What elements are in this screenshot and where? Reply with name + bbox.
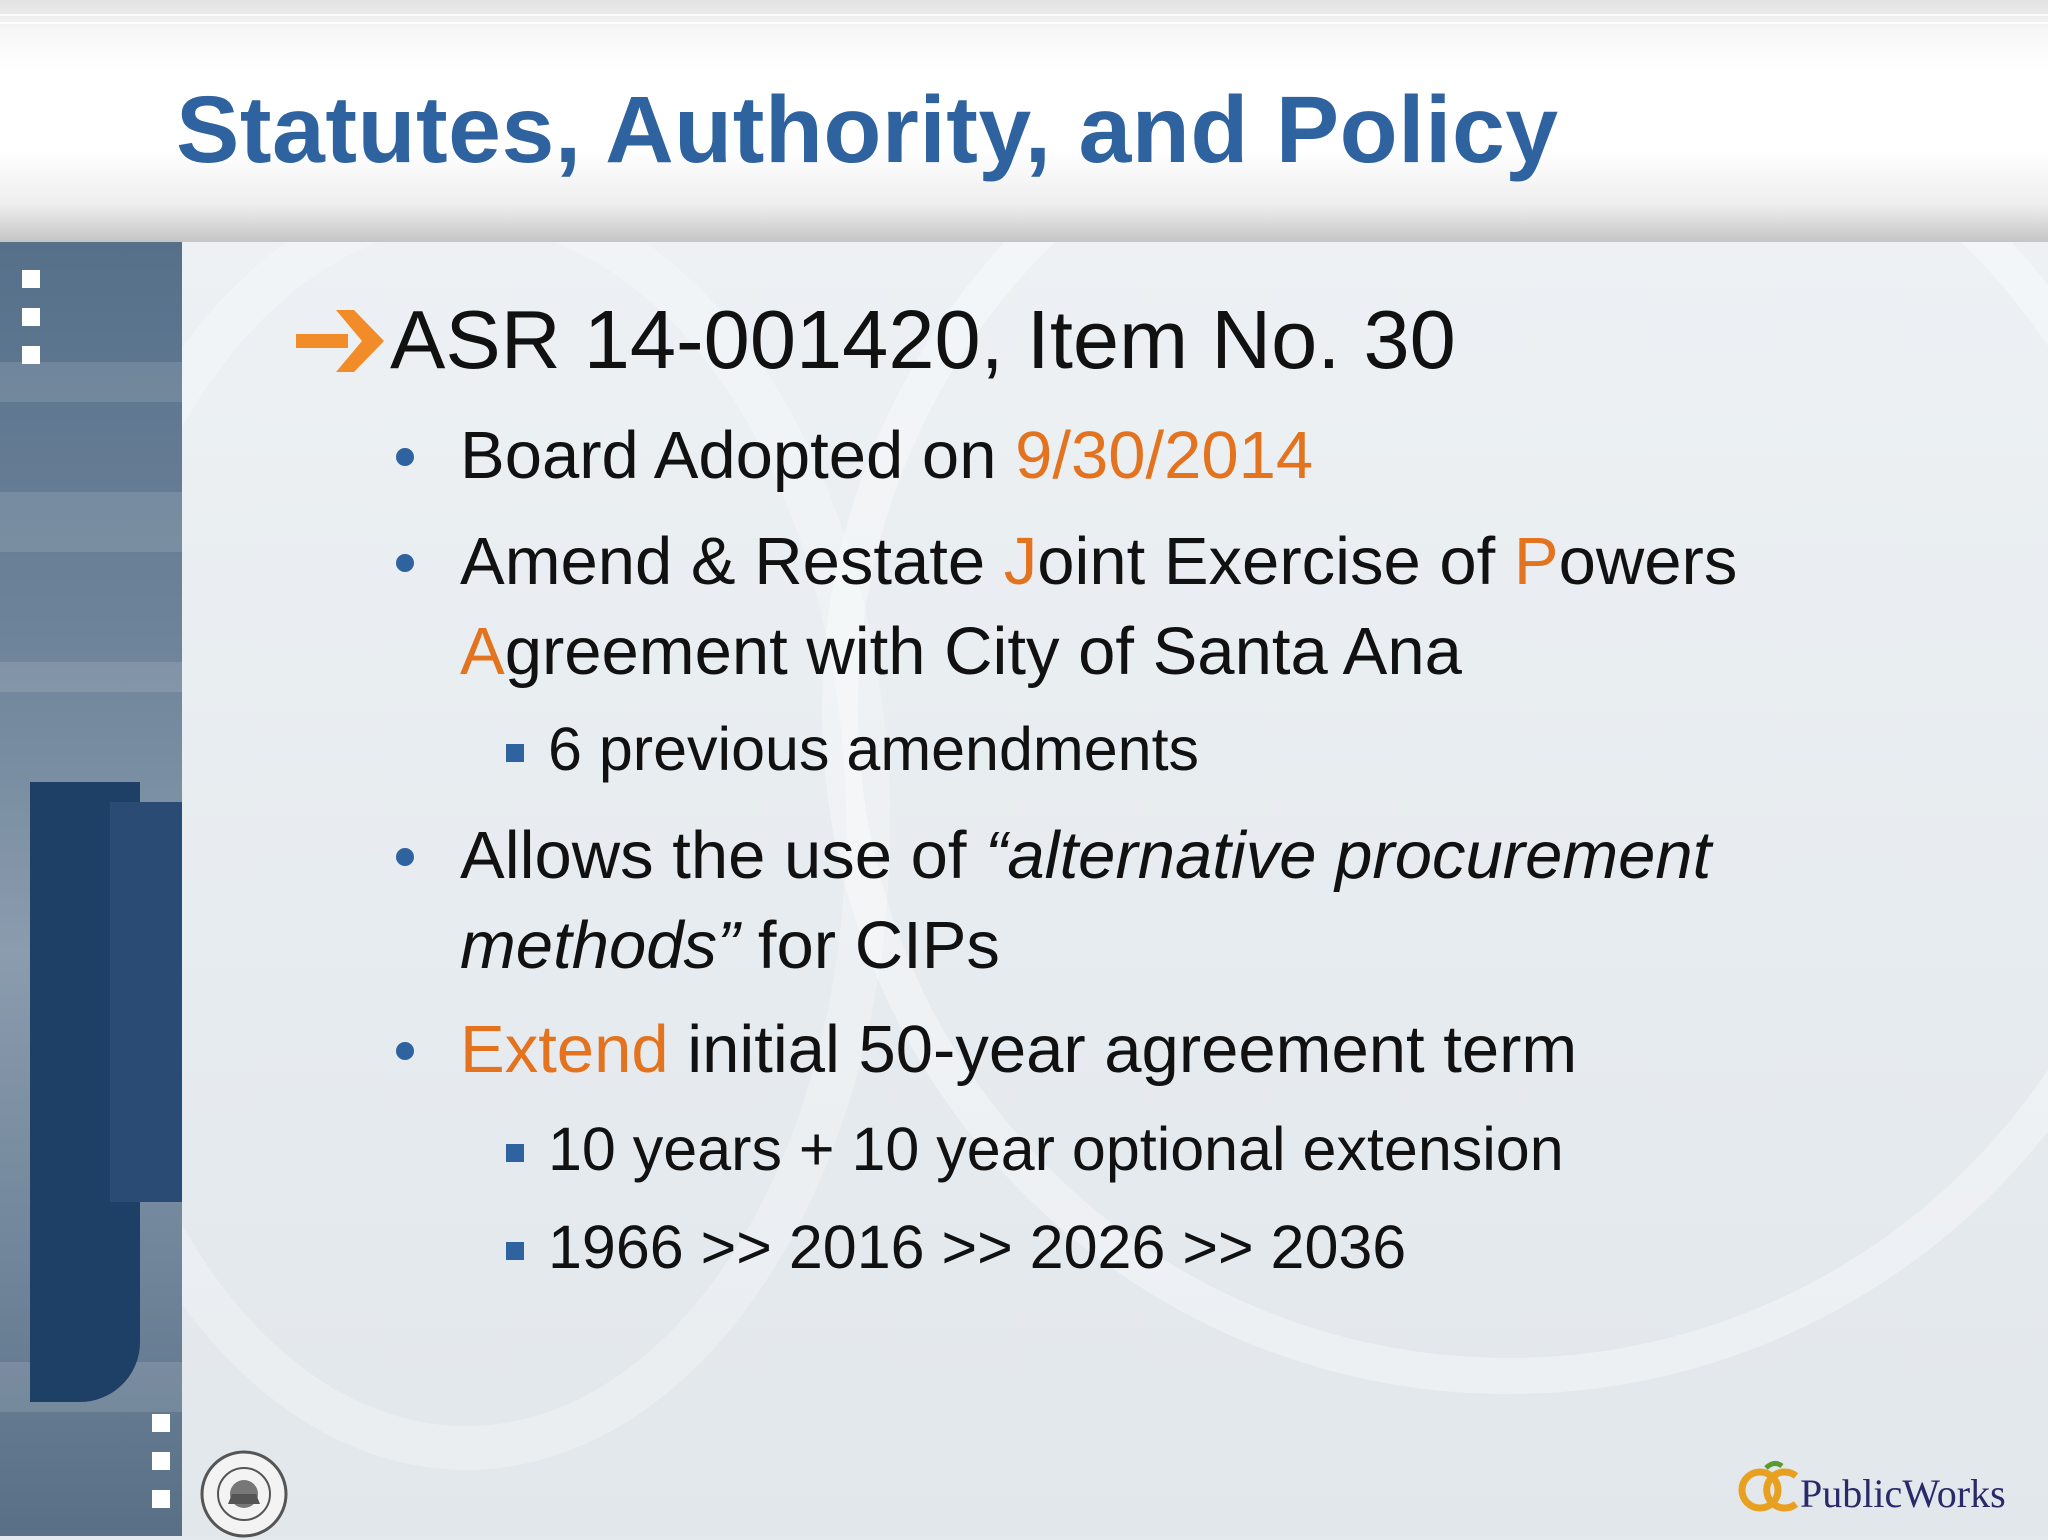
acronym-letter: J xyxy=(1003,524,1038,599)
bullet-dot xyxy=(396,1042,414,1060)
bullet-board-adopted xyxy=(460,412,1313,500)
bullet-extend-term xyxy=(460,1006,1577,1094)
sub-bullet-amendments: 6 previous amendments xyxy=(548,715,1200,783)
logo-text: PublicWorks xyxy=(1800,1471,2006,1516)
bullet-text: for CIPs xyxy=(739,908,1000,983)
bullet-amend-restate xyxy=(460,518,1737,606)
bullet-procurement xyxy=(460,812,1711,900)
sub-bullet-square xyxy=(506,744,524,762)
sub-bullet-square xyxy=(506,1242,524,1260)
county-seal-icon xyxy=(198,1448,290,1540)
bullet-italic-text: methods” xyxy=(460,908,740,983)
bullet-text: initial 50-year agreement term xyxy=(668,1012,1578,1087)
sub-bullet-years: 1966 >> 2016 >> 2026 >> 2036 xyxy=(548,1213,1407,1281)
bullet-text: oint Exercise of xyxy=(1037,524,1514,599)
bullet-text: Amend & Restate xyxy=(460,524,1004,599)
bullet-dot xyxy=(396,554,414,572)
bullet-procurement-line2 xyxy=(460,902,1000,990)
acronym-letter: A xyxy=(460,614,505,689)
bullet-text: Allows the use of xyxy=(460,818,986,893)
bullet-highlight: Extend xyxy=(460,1012,669,1087)
bullet-dot xyxy=(396,848,414,866)
bullet-text: owers xyxy=(1558,524,1738,599)
bullet-dot xyxy=(396,448,414,466)
adopted-date: 9/30/2014 xyxy=(1015,418,1314,493)
acronym-letter: P xyxy=(1513,524,1559,599)
slide-title: Statutes, Authority, and Policy xyxy=(176,77,1559,183)
heading-text: ASR 14-001420, Item No. 30 xyxy=(390,293,1456,386)
bullet-text: Board Adopted on xyxy=(460,418,1016,493)
bullet-amend-restate-line2 xyxy=(460,608,1462,696)
bullet-text: greement with City of Santa Ana xyxy=(504,614,1462,689)
sub-bullet-square xyxy=(506,1144,524,1162)
sub-bullet-extension: 10 years + 10 year optional extension xyxy=(548,1115,1564,1183)
arrow-right-icon xyxy=(296,306,386,376)
bullet-italic-text: “alternative procurement xyxy=(985,818,1712,893)
